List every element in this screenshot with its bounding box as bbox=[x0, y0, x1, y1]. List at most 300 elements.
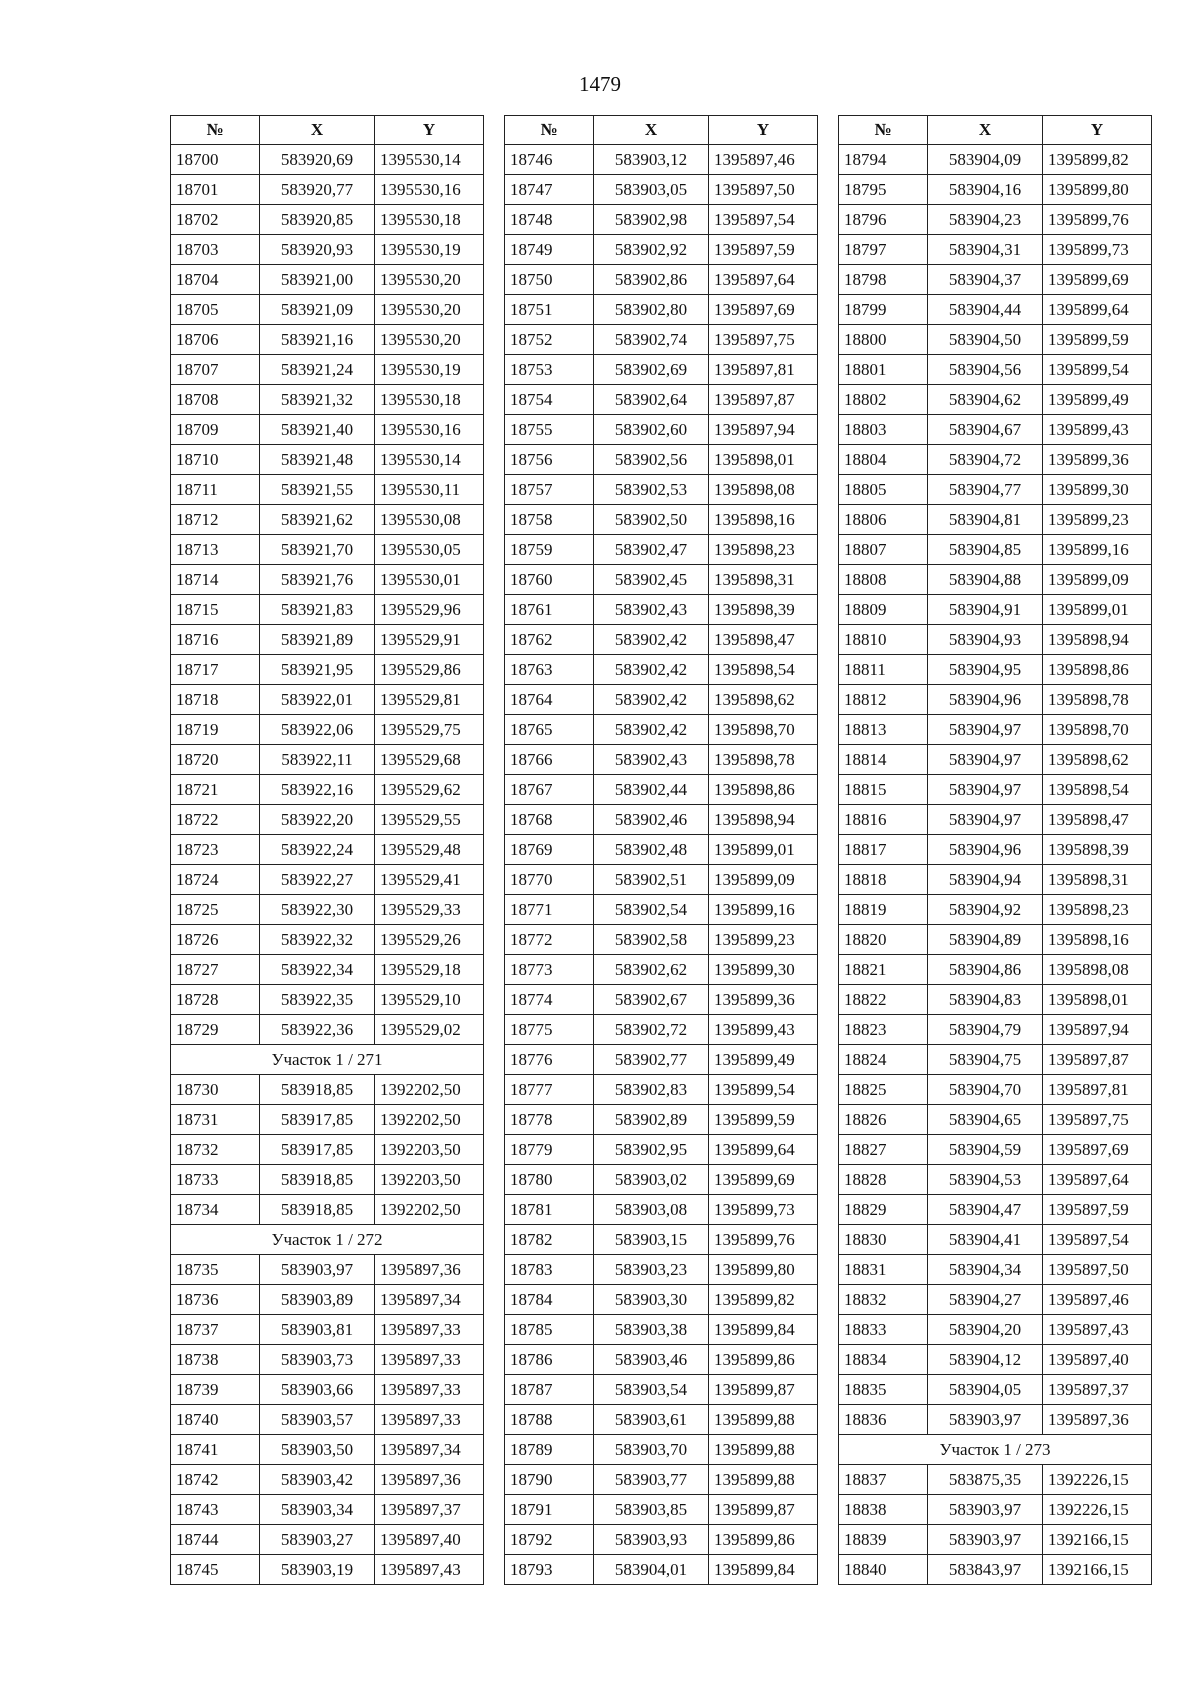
table-row bbox=[505, 175, 818, 205]
table-row bbox=[171, 445, 484, 475]
point-number: 18700 bbox=[171, 145, 260, 175]
point-number: 18710 bbox=[171, 445, 260, 475]
y-coordinate: 1395530,19 bbox=[375, 235, 484, 265]
x-coordinate: 583902,42 bbox=[594, 625, 709, 655]
table-row bbox=[505, 475, 818, 505]
point-number: 18834 bbox=[839, 1345, 928, 1375]
table-row bbox=[505, 835, 818, 865]
table-row bbox=[171, 955, 484, 985]
y-coordinate: 1395529,55 bbox=[375, 805, 484, 835]
y-coordinate: 1395899,36 bbox=[709, 985, 818, 1015]
table-row bbox=[171, 1405, 484, 1435]
point-number: 18803 bbox=[839, 415, 928, 445]
point-number: 18707 bbox=[171, 355, 260, 385]
y-coordinate: 1395898,39 bbox=[1043, 835, 1152, 865]
point-number: 18830 bbox=[839, 1225, 928, 1255]
y-coordinate: 1395897,46 bbox=[709, 145, 818, 175]
y-coordinate: 1395899,43 bbox=[1043, 415, 1152, 445]
y-coordinate: 1395898,01 bbox=[1043, 985, 1152, 1015]
table-row bbox=[505, 145, 818, 175]
table-row bbox=[505, 355, 818, 385]
x-coordinate: 583904,79 bbox=[928, 1015, 1043, 1045]
y-coordinate: 1392202,50 bbox=[375, 1075, 484, 1105]
table-row bbox=[171, 535, 484, 565]
x-coordinate: 583902,60 bbox=[594, 415, 709, 445]
point-number: 18768 bbox=[505, 805, 594, 835]
table-row bbox=[505, 445, 818, 475]
x-coordinate: 583922,20 bbox=[260, 805, 375, 835]
y-coordinate: 1395898,94 bbox=[709, 805, 818, 835]
y-coordinate: 1395899,59 bbox=[1043, 325, 1152, 355]
point-number: 18712 bbox=[171, 505, 260, 535]
x-coordinate: 583904,93 bbox=[928, 625, 1043, 655]
point-number: 18817 bbox=[839, 835, 928, 865]
table-row bbox=[505, 745, 818, 775]
table-row bbox=[505, 205, 818, 235]
x-coordinate: 583921,89 bbox=[260, 625, 375, 655]
table-row bbox=[505, 385, 818, 415]
point-number: 18816 bbox=[839, 805, 928, 835]
y-coordinate: 1395899,01 bbox=[709, 835, 818, 865]
point-number: 18763 bbox=[505, 655, 594, 685]
x-coordinate: 583903,97 bbox=[260, 1255, 375, 1285]
table-row bbox=[505, 895, 818, 925]
y-coordinate: 1395897,75 bbox=[709, 325, 818, 355]
y-coordinate: 1395530,20 bbox=[375, 265, 484, 295]
point-number: 18808 bbox=[839, 565, 928, 595]
table-row bbox=[171, 1195, 484, 1225]
table-row bbox=[171, 1315, 484, 1345]
y-coordinate: 1395899,86 bbox=[709, 1525, 818, 1555]
y-coordinate: 1395898,78 bbox=[1043, 685, 1152, 715]
x-coordinate: 583903,89 bbox=[260, 1285, 375, 1315]
y-coordinate: 1395898,16 bbox=[709, 505, 818, 535]
y-coordinate: 1395897,50 bbox=[709, 175, 818, 205]
y-coordinate: 1395899,76 bbox=[709, 1225, 818, 1255]
table-row bbox=[171, 1465, 484, 1495]
point-number: 18801 bbox=[839, 355, 928, 385]
x-coordinate: 583902,69 bbox=[594, 355, 709, 385]
header-y: Y bbox=[1043, 116, 1152, 145]
x-coordinate: 583921,76 bbox=[260, 565, 375, 595]
point-number: 18719 bbox=[171, 715, 260, 745]
y-coordinate: 1395898,70 bbox=[709, 715, 818, 745]
coordinates-table bbox=[838, 115, 1152, 1585]
table-row bbox=[505, 1435, 818, 1465]
y-coordinate: 1392166,15 bbox=[1043, 1525, 1152, 1555]
point-number: 18765 bbox=[505, 715, 594, 745]
x-coordinate: 583902,67 bbox=[594, 985, 709, 1015]
header-num: № bbox=[839, 116, 928, 145]
point-number: 18831 bbox=[839, 1255, 928, 1285]
point-number: 18754 bbox=[505, 385, 594, 415]
table-row bbox=[839, 1105, 1152, 1135]
y-coordinate: 1395898,62 bbox=[1043, 745, 1152, 775]
x-coordinate: 583843,97 bbox=[928, 1555, 1043, 1585]
point-number: 18802 bbox=[839, 385, 928, 415]
header-x: X bbox=[594, 116, 709, 145]
table-row bbox=[171, 1375, 484, 1405]
point-number: 18833 bbox=[839, 1315, 928, 1345]
point-number: 18704 bbox=[171, 265, 260, 295]
y-coordinate: 1395899,86 bbox=[709, 1345, 818, 1375]
point-number: 18764 bbox=[505, 685, 594, 715]
table-header-row bbox=[839, 116, 1152, 145]
table-row bbox=[171, 595, 484, 625]
y-coordinate: 1395529,86 bbox=[375, 655, 484, 685]
y-coordinate: 1395529,48 bbox=[375, 835, 484, 865]
coordinates-table bbox=[170, 115, 484, 1585]
point-number: 18778 bbox=[505, 1105, 594, 1135]
x-coordinate: 583902,92 bbox=[594, 235, 709, 265]
table-row bbox=[171, 325, 484, 355]
y-coordinate: 1395897,64 bbox=[709, 265, 818, 295]
table-row bbox=[171, 295, 484, 325]
y-coordinate: 1395899,59 bbox=[709, 1105, 818, 1135]
y-coordinate: 1395899,87 bbox=[709, 1495, 818, 1525]
y-coordinate: 1395897,33 bbox=[375, 1375, 484, 1405]
point-number: 18791 bbox=[505, 1495, 594, 1525]
y-coordinate: 1395529,75 bbox=[375, 715, 484, 745]
table-row bbox=[171, 625, 484, 655]
x-coordinate: 583904,91 bbox=[928, 595, 1043, 625]
y-coordinate: 1395898,54 bbox=[709, 655, 818, 685]
y-coordinate: 1395530,20 bbox=[375, 295, 484, 325]
point-number: 18807 bbox=[839, 535, 928, 565]
table-row bbox=[839, 745, 1152, 775]
x-coordinate: 583902,44 bbox=[594, 775, 709, 805]
point-number: 18805 bbox=[839, 475, 928, 505]
point-number: 18797 bbox=[839, 235, 928, 265]
point-number: 18812 bbox=[839, 685, 928, 715]
point-number: 18836 bbox=[839, 1405, 928, 1435]
point-number: 18800 bbox=[839, 325, 928, 355]
y-coordinate: 1392226,15 bbox=[1043, 1465, 1152, 1495]
header-y: Y bbox=[709, 116, 818, 145]
x-coordinate: 583904,97 bbox=[928, 775, 1043, 805]
table-row bbox=[839, 655, 1152, 685]
y-coordinate: 1395529,81 bbox=[375, 685, 484, 715]
table-row bbox=[171, 1165, 484, 1195]
x-coordinate: 583903,70 bbox=[594, 1435, 709, 1465]
x-coordinate: 583903,61 bbox=[594, 1405, 709, 1435]
x-coordinate: 583921,62 bbox=[260, 505, 375, 535]
table-row bbox=[171, 1015, 484, 1045]
y-coordinate: 1395529,96 bbox=[375, 595, 484, 625]
point-number: 18721 bbox=[171, 775, 260, 805]
point-number: 18741 bbox=[171, 1435, 260, 1465]
point-number: 18795 bbox=[839, 175, 928, 205]
point-number: 18726 bbox=[171, 925, 260, 955]
table-row bbox=[171, 745, 484, 775]
table-row bbox=[505, 1255, 818, 1285]
point-number: 18729 bbox=[171, 1015, 260, 1045]
x-coordinate: 583903,97 bbox=[928, 1405, 1043, 1435]
x-coordinate: 583904,86 bbox=[928, 955, 1043, 985]
table-row bbox=[839, 385, 1152, 415]
x-coordinate: 583903,97 bbox=[928, 1525, 1043, 1555]
y-coordinate: 1395897,59 bbox=[1043, 1195, 1152, 1225]
point-number: 18728 bbox=[171, 985, 260, 1015]
y-coordinate: 1392166,15 bbox=[1043, 1555, 1152, 1585]
y-coordinate: 1395899,54 bbox=[1043, 355, 1152, 385]
y-coordinate: 1392226,15 bbox=[1043, 1495, 1152, 1525]
y-coordinate: 1395899,84 bbox=[709, 1315, 818, 1345]
y-coordinate: 1392203,50 bbox=[375, 1135, 484, 1165]
table-row bbox=[839, 1195, 1152, 1225]
point-number: 18717 bbox=[171, 655, 260, 685]
table-row bbox=[839, 595, 1152, 625]
point-number: 18752 bbox=[505, 325, 594, 355]
section-label: Участок 1 / 273 bbox=[839, 1435, 1152, 1465]
x-coordinate: 583904,89 bbox=[928, 925, 1043, 955]
x-coordinate: 583904,77 bbox=[928, 475, 1043, 505]
table-row bbox=[171, 355, 484, 385]
table-row bbox=[171, 775, 484, 805]
table-row bbox=[505, 1045, 818, 1075]
y-coordinate: 1395898,86 bbox=[709, 775, 818, 805]
x-coordinate: 583903,08 bbox=[594, 1195, 709, 1225]
y-coordinate: 1395898,47 bbox=[709, 625, 818, 655]
x-coordinate: 583904,95 bbox=[928, 655, 1043, 685]
y-coordinate: 1395529,91 bbox=[375, 625, 484, 655]
point-number: 18749 bbox=[505, 235, 594, 265]
point-number: 18777 bbox=[505, 1075, 594, 1105]
point-number: 18780 bbox=[505, 1165, 594, 1195]
point-number: 18703 bbox=[171, 235, 260, 265]
table-row bbox=[839, 505, 1152, 535]
x-coordinate: 583918,85 bbox=[260, 1075, 375, 1105]
table-row bbox=[505, 1075, 818, 1105]
point-number: 18701 bbox=[171, 175, 260, 205]
y-coordinate: 1395897,36 bbox=[375, 1255, 484, 1285]
table-row bbox=[839, 265, 1152, 295]
y-coordinate: 1395897,75 bbox=[1043, 1105, 1152, 1135]
x-coordinate: 583904,70 bbox=[928, 1075, 1043, 1105]
x-coordinate: 583902,77 bbox=[594, 1045, 709, 1075]
point-number: 18824 bbox=[839, 1045, 928, 1075]
y-coordinate: 1395899,82 bbox=[709, 1285, 818, 1315]
x-coordinate: 583902,50 bbox=[594, 505, 709, 535]
point-number: 18840 bbox=[839, 1555, 928, 1585]
y-coordinate: 1395897,54 bbox=[1043, 1225, 1152, 1255]
table-row bbox=[171, 1345, 484, 1375]
y-coordinate: 1395899,84 bbox=[709, 1555, 818, 1585]
x-coordinate: 583903,38 bbox=[594, 1315, 709, 1345]
y-coordinate: 1395530,14 bbox=[375, 145, 484, 175]
section-row bbox=[171, 1225, 484, 1255]
x-coordinate: 583902,62 bbox=[594, 955, 709, 985]
table-row bbox=[171, 925, 484, 955]
header-num: № bbox=[171, 116, 260, 145]
x-coordinate: 583904,97 bbox=[928, 745, 1043, 775]
x-coordinate: 583904,97 bbox=[928, 715, 1043, 745]
table-row bbox=[505, 535, 818, 565]
x-coordinate: 583902,54 bbox=[594, 895, 709, 925]
point-number: 18837 bbox=[839, 1465, 928, 1495]
table-row bbox=[839, 1015, 1152, 1045]
point-number: 18750 bbox=[505, 265, 594, 295]
point-number: 18739 bbox=[171, 1375, 260, 1405]
table-row bbox=[839, 295, 1152, 325]
x-coordinate: 583904,41 bbox=[928, 1225, 1043, 1255]
x-coordinate: 583902,46 bbox=[594, 805, 709, 835]
point-number: 18767 bbox=[505, 775, 594, 805]
x-coordinate: 583903,97 bbox=[928, 1495, 1043, 1525]
point-number: 18709 bbox=[171, 415, 260, 445]
table-row bbox=[839, 1165, 1152, 1195]
table-row bbox=[171, 985, 484, 1015]
coordinates-table-1 bbox=[170, 115, 484, 1585]
point-number: 18820 bbox=[839, 925, 928, 955]
table-row bbox=[505, 415, 818, 445]
table-row bbox=[839, 175, 1152, 205]
point-number: 18742 bbox=[171, 1465, 260, 1495]
table-row bbox=[171, 1525, 484, 1555]
x-coordinate: 583921,83 bbox=[260, 595, 375, 625]
point-number: 18746 bbox=[505, 145, 594, 175]
y-coordinate: 1395897,43 bbox=[1043, 1315, 1152, 1345]
table-row bbox=[839, 925, 1152, 955]
page-number: 1479 bbox=[579, 72, 621, 96]
y-coordinate: 1395899,69 bbox=[1043, 265, 1152, 295]
table-row bbox=[171, 385, 484, 415]
x-coordinate: 583903,54 bbox=[594, 1375, 709, 1405]
y-coordinate: 1395897,34 bbox=[375, 1285, 484, 1315]
x-coordinate: 583904,47 bbox=[928, 1195, 1043, 1225]
y-coordinate: 1395899,23 bbox=[1043, 505, 1152, 535]
x-coordinate: 583922,11 bbox=[260, 745, 375, 775]
x-coordinate: 583875,35 bbox=[928, 1465, 1043, 1495]
y-coordinate: 1395899,43 bbox=[709, 1015, 818, 1045]
point-number: 18756 bbox=[505, 445, 594, 475]
coordinates-table-2 bbox=[504, 115, 818, 1585]
y-coordinate: 1395899,36 bbox=[1043, 445, 1152, 475]
table-row bbox=[839, 1285, 1152, 1315]
table-row bbox=[505, 1375, 818, 1405]
x-coordinate: 583902,42 bbox=[594, 655, 709, 685]
y-coordinate: 1395897,94 bbox=[709, 415, 818, 445]
table-row bbox=[505, 715, 818, 745]
x-coordinate: 583903,27 bbox=[260, 1525, 375, 1555]
point-number: 18829 bbox=[839, 1195, 928, 1225]
section-label: Участок 1 / 271 bbox=[171, 1045, 484, 1075]
point-number: 18792 bbox=[505, 1525, 594, 1555]
x-coordinate: 583903,57 bbox=[260, 1405, 375, 1435]
table-row bbox=[171, 865, 484, 895]
y-coordinate: 1395897,33 bbox=[375, 1345, 484, 1375]
y-coordinate: 1395897,33 bbox=[375, 1315, 484, 1345]
table-row bbox=[505, 1285, 818, 1315]
point-number: 18730 bbox=[171, 1075, 260, 1105]
x-coordinate: 583902,95 bbox=[594, 1135, 709, 1165]
y-coordinate: 1395897,37 bbox=[375, 1495, 484, 1525]
y-coordinate: 1395898,94 bbox=[1043, 625, 1152, 655]
table-row bbox=[839, 1045, 1152, 1075]
x-coordinate: 583902,42 bbox=[594, 715, 709, 745]
y-coordinate: 1395529,33 bbox=[375, 895, 484, 925]
table-row bbox=[839, 1255, 1152, 1285]
y-coordinate: 1395529,10 bbox=[375, 985, 484, 1015]
y-coordinate: 1395899,64 bbox=[1043, 295, 1152, 325]
table-row bbox=[505, 925, 818, 955]
point-number: 18794 bbox=[839, 145, 928, 175]
point-number: 18735 bbox=[171, 1255, 260, 1285]
x-coordinate: 583902,42 bbox=[594, 685, 709, 715]
y-coordinate: 1395899,76 bbox=[1043, 205, 1152, 235]
y-coordinate: 1395897,81 bbox=[709, 355, 818, 385]
table-row bbox=[839, 325, 1152, 355]
x-coordinate: 583904,56 bbox=[928, 355, 1043, 385]
y-coordinate: 1395899,73 bbox=[1043, 235, 1152, 265]
x-coordinate: 583922,30 bbox=[260, 895, 375, 925]
x-coordinate: 583903,23 bbox=[594, 1255, 709, 1285]
point-number: 18799 bbox=[839, 295, 928, 325]
point-number: 18787 bbox=[505, 1375, 594, 1405]
table-header-row bbox=[171, 116, 484, 145]
y-coordinate: 1395529,26 bbox=[375, 925, 484, 955]
point-number: 18823 bbox=[839, 1015, 928, 1045]
x-coordinate: 583921,09 bbox=[260, 295, 375, 325]
x-coordinate: 583904,75 bbox=[928, 1045, 1043, 1075]
x-coordinate: 583902,86 bbox=[594, 265, 709, 295]
point-number: 18789 bbox=[505, 1435, 594, 1465]
x-coordinate: 583904,37 bbox=[928, 265, 1043, 295]
y-coordinate: 1392202,50 bbox=[375, 1105, 484, 1135]
table-row bbox=[171, 805, 484, 835]
table-row bbox=[839, 865, 1152, 895]
y-coordinate: 1395898,01 bbox=[709, 445, 818, 475]
table-row bbox=[505, 235, 818, 265]
y-coordinate: 1395899,09 bbox=[1043, 565, 1152, 595]
point-number: 18720 bbox=[171, 745, 260, 775]
x-coordinate: 583922,32 bbox=[260, 925, 375, 955]
x-coordinate: 583904,23 bbox=[928, 205, 1043, 235]
point-number: 18826 bbox=[839, 1105, 928, 1135]
point-number: 18809 bbox=[839, 595, 928, 625]
y-coordinate: 1395529,18 bbox=[375, 955, 484, 985]
x-coordinate: 583903,34 bbox=[260, 1495, 375, 1525]
point-number: 18825 bbox=[839, 1075, 928, 1105]
table-row bbox=[505, 1105, 818, 1135]
x-coordinate: 583903,12 bbox=[594, 145, 709, 175]
point-number: 18838 bbox=[839, 1495, 928, 1525]
table-row bbox=[839, 955, 1152, 985]
y-coordinate: 1395898,78 bbox=[709, 745, 818, 775]
x-coordinate: 583904,31 bbox=[928, 235, 1043, 265]
table-row bbox=[505, 1225, 818, 1255]
table-row bbox=[505, 1015, 818, 1045]
point-number: 18727 bbox=[171, 955, 260, 985]
x-coordinate: 583902,89 bbox=[594, 1105, 709, 1135]
y-coordinate: 1395897,33 bbox=[375, 1405, 484, 1435]
point-number: 18736 bbox=[171, 1285, 260, 1315]
y-coordinate: 1395530,01 bbox=[375, 565, 484, 595]
x-coordinate: 583902,48 bbox=[594, 835, 709, 865]
x-coordinate: 583904,94 bbox=[928, 865, 1043, 895]
table-row bbox=[839, 1345, 1152, 1375]
x-coordinate: 583904,88 bbox=[928, 565, 1043, 595]
y-coordinate: 1395897,36 bbox=[1043, 1405, 1152, 1435]
point-number: 18784 bbox=[505, 1285, 594, 1315]
y-coordinate: 1395897,43 bbox=[375, 1555, 484, 1585]
point-number: 18788 bbox=[505, 1405, 594, 1435]
y-coordinate: 1395897,94 bbox=[1043, 1015, 1152, 1045]
y-coordinate: 1395897,81 bbox=[1043, 1075, 1152, 1105]
y-coordinate: 1395898,08 bbox=[709, 475, 818, 505]
x-coordinate: 583902,80 bbox=[594, 295, 709, 325]
y-coordinate: 1395898,62 bbox=[709, 685, 818, 715]
